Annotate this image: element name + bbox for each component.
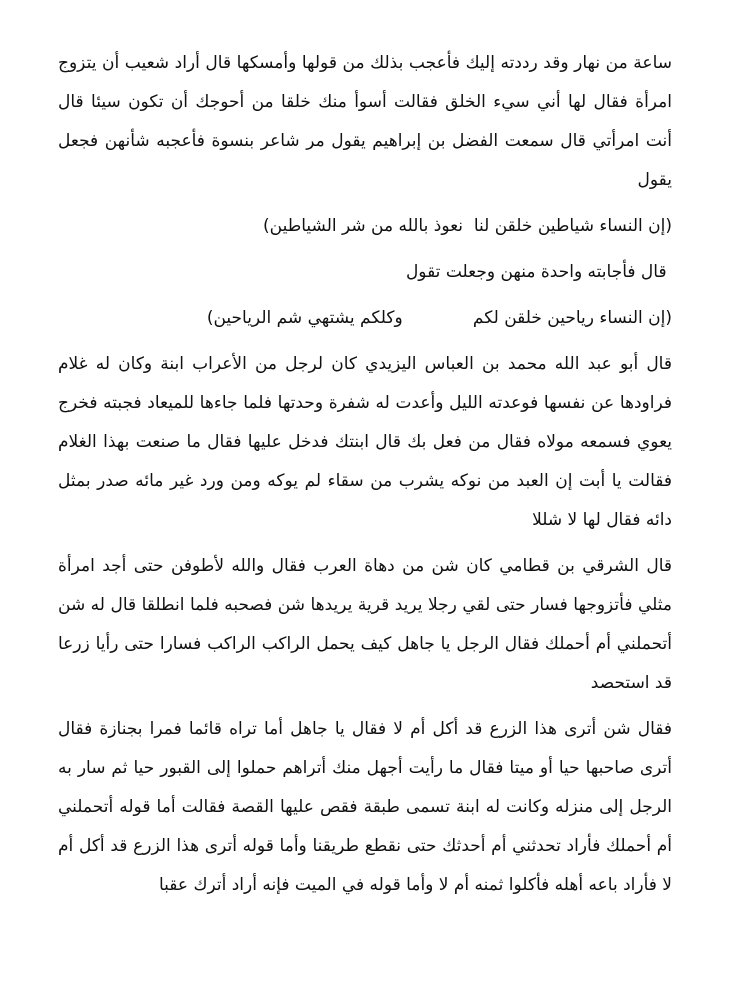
paragraph-opening: ساعة من نهار وقد رددته إليك فأعجب بذلك من قولها وأمسكها قال أراد شعيب أن يتزوج امرأة فقال لها أني سيء الخلق فقالت أسوأ منك خلقا من أحوجك أن تكون سيئا قال أنت امرأتي قال سمعت الفضل بن إبراهيم يقول مر شاعر بنسوة فأعجبه شأنهن فجعل يقول <box>58 53 672 190</box>
reply-intro-line: قال فأجابته واحدة منهن وجعلت تقول <box>405 262 672 282</box>
verse-line-2: (إن النساء رياحين خلقن لكم وكلكم يشتهي شم الرياحين) <box>206 308 672 328</box>
paragraph-shann: فقال شن أترى هذا الزرع قد أكل أم لا فقال يا جاهل أما تراه قائما فمرا بجنازة فقال أترى صاحبها حيا أو ميتا فقال ما رأيت أجهل منك أتراهم حملوا إلى القبور حيا ثم سار به الرجل إلى منزله وكانت له ابنة تسمى طبقة فقص عليها القصة فقالت أما قوله أتحملني أم أحملك فأراد تحدثني أم أحدثك حتى نقطع طريقنا وأما قوله أترى هذا الزرع قد أكل أم لا فأراد باعه أهله فأكلوا ثمنه أم لا وأما قوله في الميت فإنه أراد أترك عقبا <box>58 719 672 895</box>
document-page <box>58 44 672 905</box>
paragraph-yazidi: قال أبو عبد الله محمد بن العباس اليزيدي كان لرجل من الأعراب ابنة وكان له غلام فراودها عن نفسها فوعدته الليل وأعدت له شفرة وحدتها فلما جاءها للميعاد فجبته فخرج يعوي فسمعه مولاه فقال من فعل بك قال ابنتك فدخل عليها فقال ما صنعت بهذا الغلام فقالت يا أبت إن العبد من نوكه يشرب من سقاء لم يوكه ومن ورد غير مائه صدر بمثل دائه فقال لها لا شللا <box>58 354 672 530</box>
verse-line-1: (إن النساء شياطين خلقن لنا نعوذ بالله من شر الشياطين) <box>263 216 672 236</box>
paragraph-sharqi: قال الشرقي بن قطامي كان شن من دهاة العرب فقال والله لأطوفن حتى أجد امرأة مثلي فأتزوجها فسار حتى لقي رجلا يريد قرية يريدها شن فصحبه فلما انطلقا قال له شن أتحملني أم أحملك فقال الرجل يا جاهل كيف يحمل الراكب الراكب فسارا حتى رأيا زرعا قد استحصد <box>58 556 672 693</box>
